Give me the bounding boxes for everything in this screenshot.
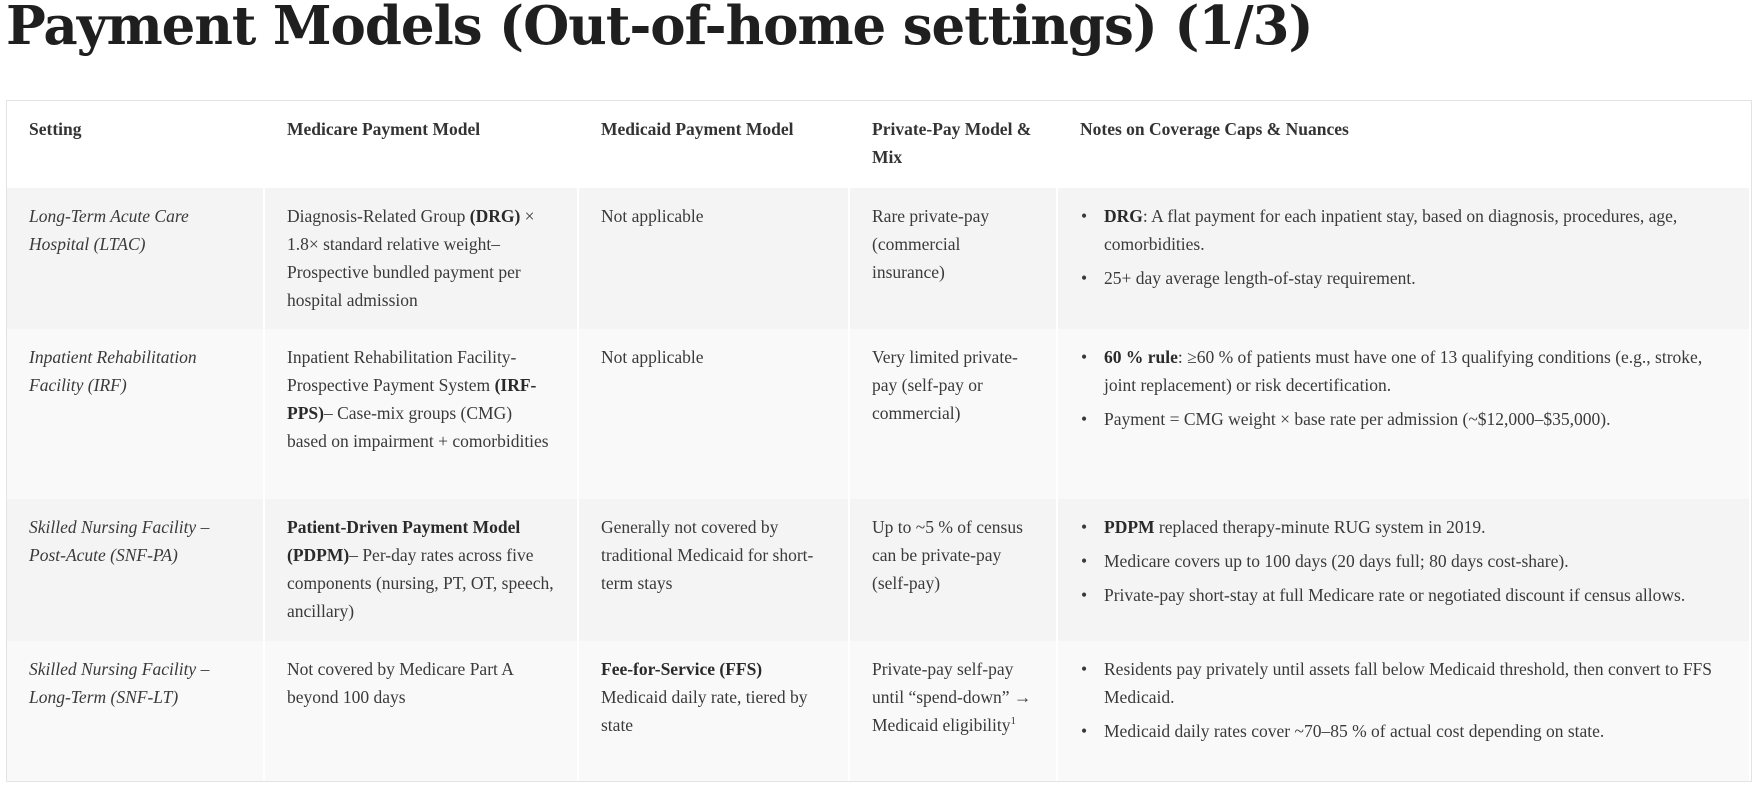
cell-setting: Skilled Nursing Facility – Long-Term (SNF-LT) <box>7 641 264 781</box>
cell-medicaid <box>578 641 849 781</box>
note-text: replaced therapy-minute RUG system in 2019. <box>1154 517 1486 537</box>
cell-medicaid: Not applicable <box>578 188 849 329</box>
note-item <box>1094 655 1727 711</box>
note-bold: 60 % rule <box>1104 347 1178 367</box>
note-text: Medicare covers up to 100 days (20 days full; 80 days cost-share). <box>1104 551 1569 571</box>
header-medicaid: Medicaid Payment Model <box>578 101 849 188</box>
cell-medicare <box>264 329 578 499</box>
note-bold: DRG <box>1104 206 1143 226</box>
note-text: Private-pay short-stay at full Medicare rate or negotiated discount if census allows. <box>1104 585 1686 605</box>
page-title: Payment Models (Out-of-home settings) (1/3) <box>6 0 1313 57</box>
note-item <box>1094 547 1727 575</box>
medicare-text-post: – Per-day rates across five components (nursing, PT, OT, speech, ancillary) <box>287 545 554 621</box>
header-notes: Notes on Coverage Caps & Nuances <box>1057 101 1750 188</box>
cell-setting: Long-Term Acute Care Hospital (LTAC) <box>7 188 264 329</box>
note-item <box>1094 717 1727 745</box>
header-medicare: Medicare Payment Model <box>264 101 578 188</box>
note-text: 25+ day average length-of-stay requirement. <box>1104 268 1416 288</box>
notes-list <box>1080 513 1727 609</box>
medicaid-bold: Fee-for-Service (FFS) <box>601 659 763 679</box>
note-item <box>1094 405 1727 433</box>
medicare-text-post: × 1.8× standard relative weight– Prospective bundled payment per hospital admission <box>287 206 535 310</box>
payment-models-table <box>7 101 1751 781</box>
note-text: : A flat payment for each inpatient stay, based on diagnosis, procedures, age, comorbidities. <box>1104 206 1678 254</box>
medicare-bold: (IRF-PPS) <box>287 375 537 423</box>
note-item <box>1094 513 1727 541</box>
table-row-snf-lt <box>7 641 1750 781</box>
note-text: Payment = CMG weight × base rate per admission (~$12,000–$35,000). <box>1104 409 1611 429</box>
cell-notes <box>1057 329 1750 499</box>
cell-setting: Inpatient Rehabilitation Facility (IRF) <box>7 329 264 499</box>
private-pay-text: Private-pay self-pay until “spend-down” → Medicaid eligibility <box>872 659 1032 735</box>
footnote-marker[interactable]: 1 <box>1010 715 1017 728</box>
table-row-ltac <box>7 188 1750 329</box>
table-row-snf-pa <box>7 499 1750 641</box>
notes-list <box>1080 202 1727 292</box>
cell-notes <box>1057 499 1750 641</box>
medicaid-text: Medicaid daily rate, tiered by state <box>601 687 808 735</box>
cell-medicare: Not covered by Medicare Part A beyond 100 days <box>264 641 578 781</box>
cell-notes <box>1057 641 1750 781</box>
medicare-text: Diagnosis-Related Group <box>287 206 470 226</box>
cell-private-pay <box>849 641 1057 781</box>
notes-list <box>1080 343 1727 433</box>
cell-medicaid: Not applicable <box>578 329 849 499</box>
cell-medicare <box>264 499 578 641</box>
medicare-bold: Patient-Driven Payment Model (PDPM) <box>287 517 521 565</box>
table-header-row <box>7 101 1750 188</box>
note-item <box>1094 202 1727 258</box>
table-row-irf <box>7 329 1750 499</box>
cell-private-pay: Up to ~5 % of census can be private-pay (self-pay) <box>849 499 1057 641</box>
payment-models-table-container <box>6 100 1752 782</box>
header-setting: Setting <box>7 101 264 188</box>
cell-medicare <box>264 188 578 329</box>
note-item <box>1094 264 1727 292</box>
cell-private-pay: Rare private-pay (commercial insurance) <box>849 188 1057 329</box>
notes-list <box>1080 655 1727 745</box>
note-text: Residents pay privately until assets fall below Medicaid threshold, then convert to FFS Medicaid. <box>1104 659 1713 707</box>
header-private-pay: Private-Pay Model & Mix <box>849 101 1057 188</box>
medicare-text: Inpatient Rehabilitation Facility-Prospective Payment System <box>287 347 517 395</box>
medicare-text-post: – Case-mix groups (CMG) based on impairment + comorbidities <box>287 403 549 451</box>
cell-private-pay: Very limited private-pay (self-pay or commercial) <box>849 329 1057 499</box>
cell-setting: Skilled Nursing Facility – Post-Acute (SNF-PA) <box>7 499 264 641</box>
note-text: Medicaid daily rates cover ~70–85 % of actual cost depending on state. <box>1104 721 1605 741</box>
note-item <box>1094 343 1727 399</box>
cell-medicaid: Generally not covered by traditional Medicaid for short-term stays <box>578 499 849 641</box>
medicare-bold: (DRG) <box>469 206 521 226</box>
note-text: : ≥60 % of patients must have one of 13 qualifying conditions (e.g., stroke, joint replacement) or risk decertification. <box>1104 347 1703 395</box>
note-item <box>1094 581 1727 609</box>
cell-notes <box>1057 188 1750 329</box>
note-bold: PDPM <box>1104 517 1155 537</box>
